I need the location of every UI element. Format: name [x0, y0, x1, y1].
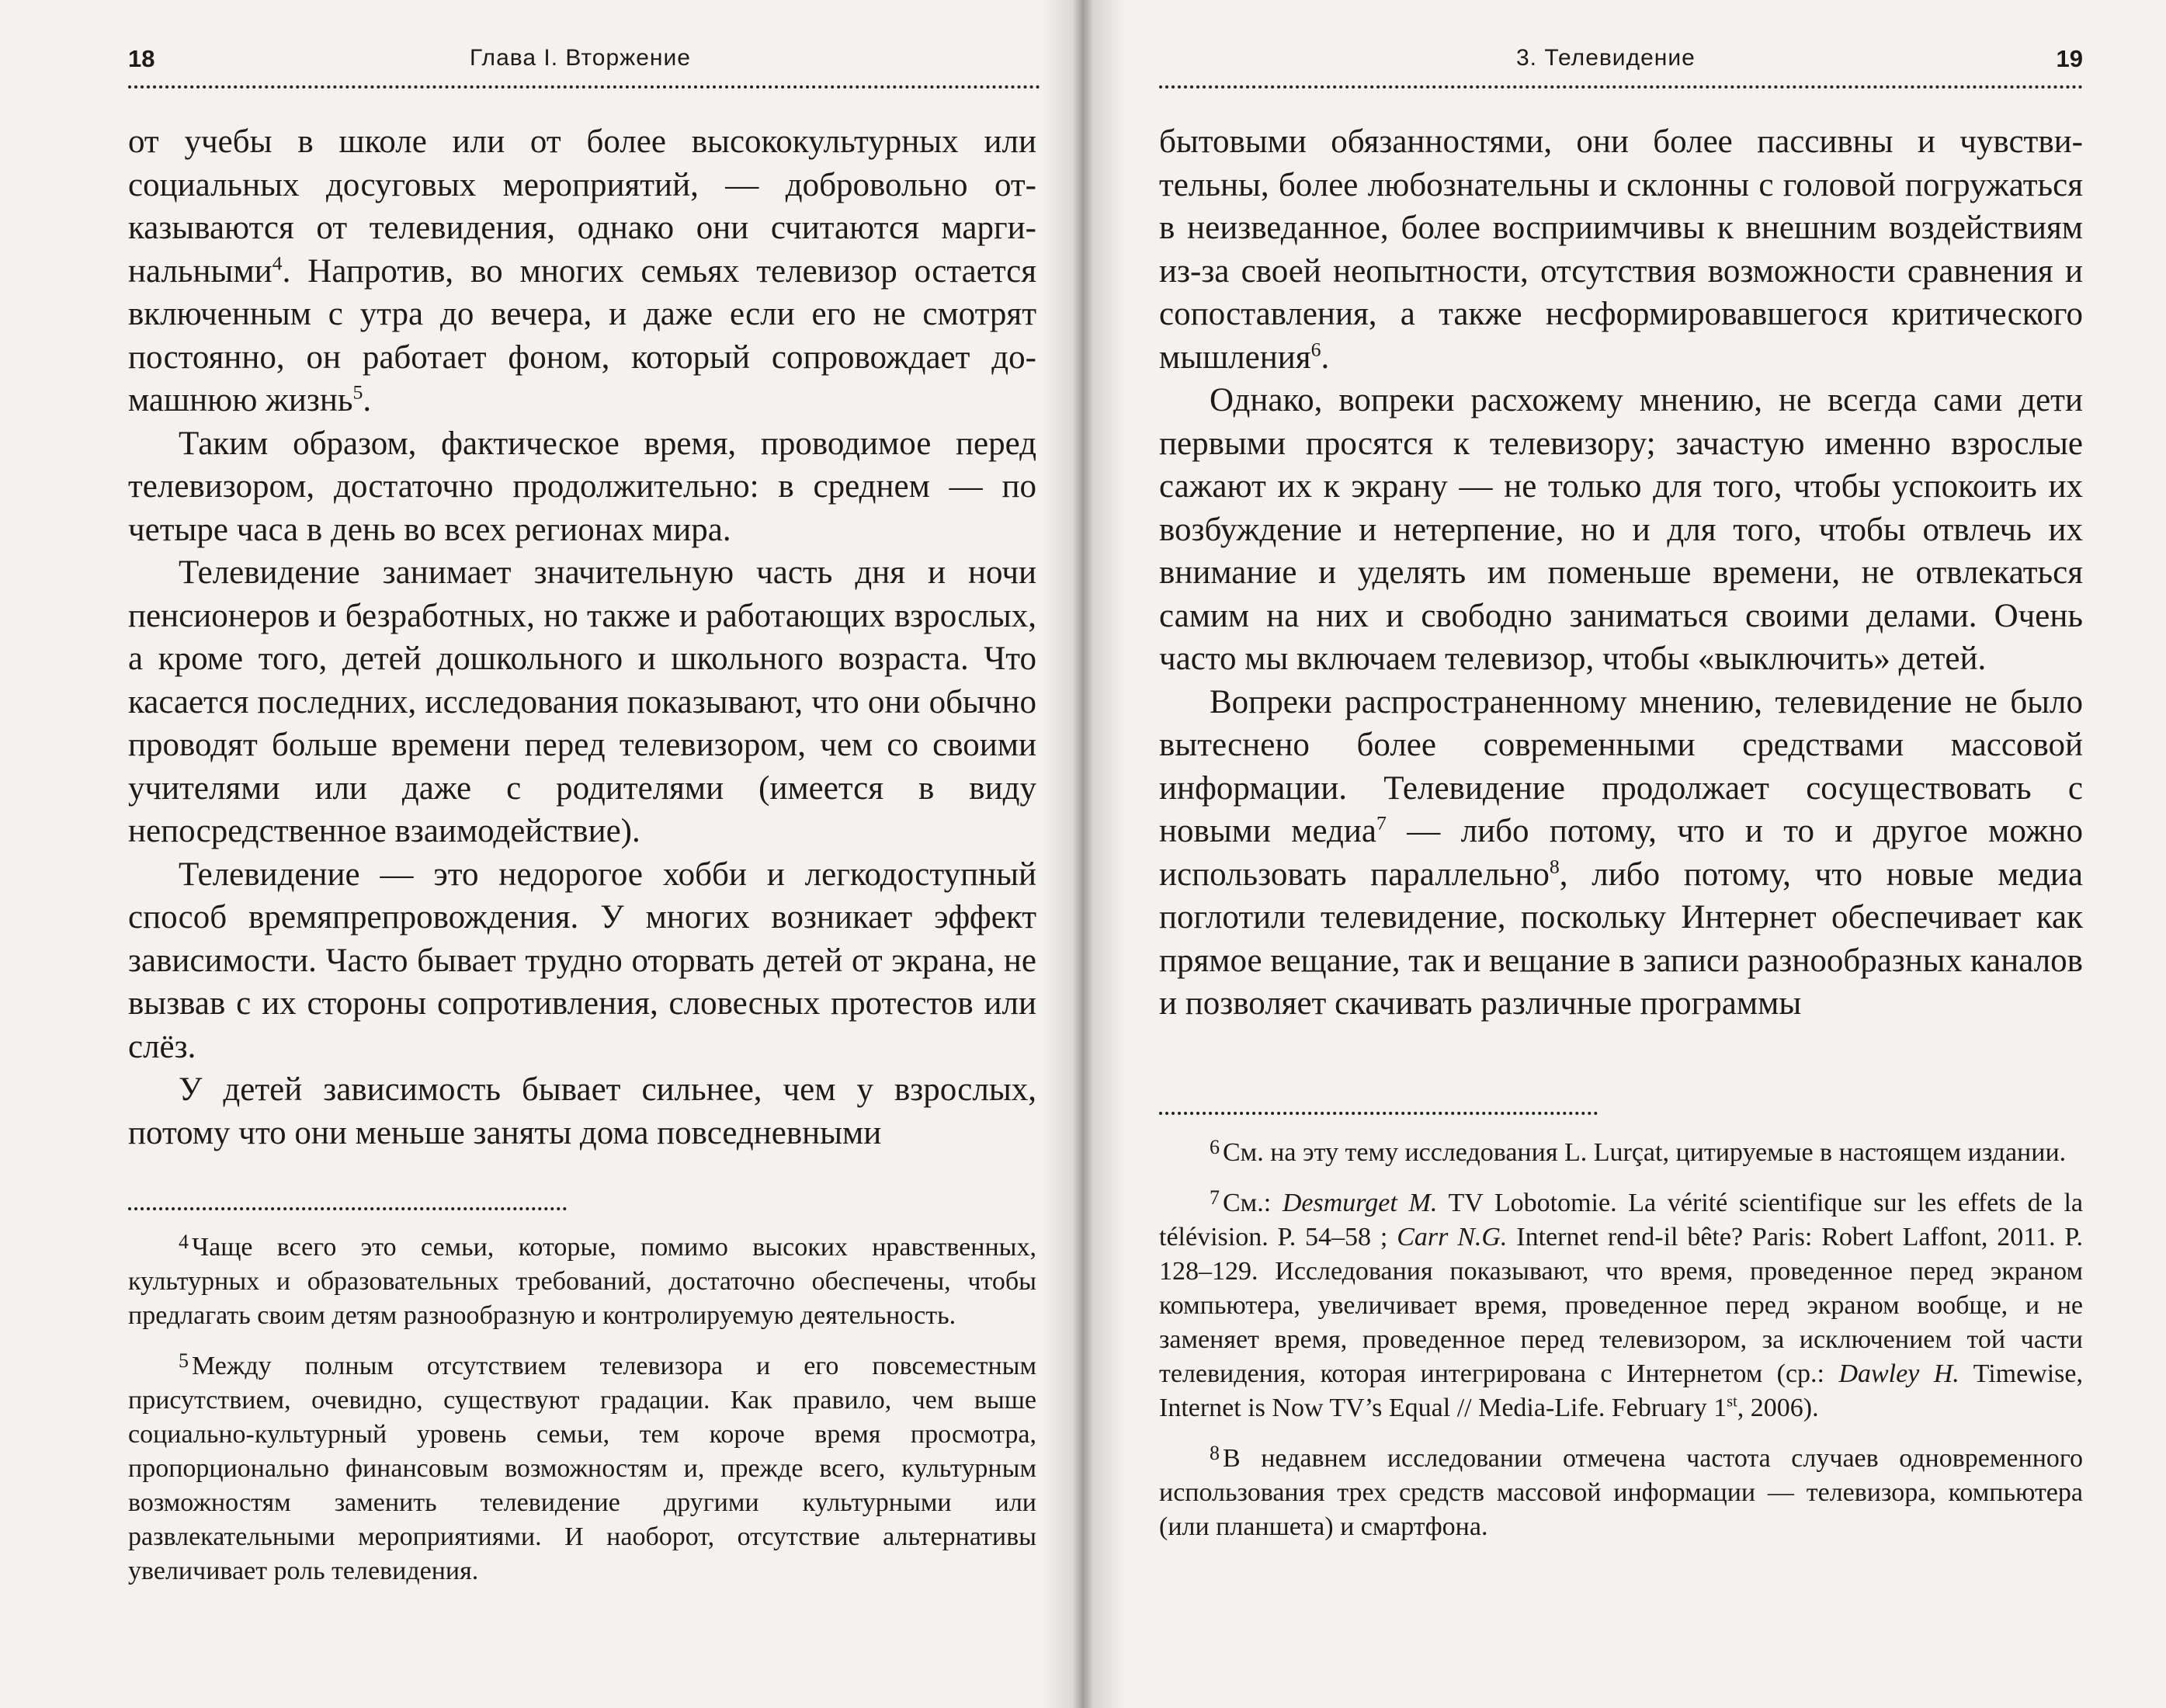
footnote — [1159, 1181, 2083, 1425]
footnote-number: 7 — [1210, 1186, 1220, 1209]
footnote-text: Чаще всего это семьи, которые, помимо высоких нравственных, культурных и образовательных требований, достаточно обеспечены, чтобы предлагать своим детям разнообразную и контролируемую деятельность. — [128, 1233, 1036, 1330]
footnote-ref: 7 — [1376, 811, 1387, 835]
author-name: Dawley H. — [1838, 1359, 1959, 1388]
paragraph: Таким образом, фактическое время, проводимое перед телевизором, достаточно продолжительно: в среднем — по четыре часа в день во всех регионах мира. — [128, 425, 1036, 548]
paragraph-text: Вопреки распространенному мнению, телевидение не было вытеснено более современными средствами массовой информации. Телевидение продолжает сосуществовать с новыми медиа — [1159, 683, 2083, 849]
paragraph-text: — либо потому, что и то и другое можно использовать параллельно — [1159, 813, 2083, 893]
paragraph-text: . — [1321, 338, 1330, 376]
author-name: Carr N.G. — [1397, 1223, 1508, 1251]
footnote-divider — [1159, 1112, 1598, 1115]
footnote — [128, 1344, 1036, 1588]
footnote-text: Между полным отсутствием телевизора и его повсеместным присутствием, очевидно, существуют градации. Как правило, чем выше социально-культурный уровень семьи, тем короче время просмотра, пропорционально финансовым возможностям и, прежде всего, культурным возможностям заменить телевидение другими культурными или развлекательными мероприятиями. И наоборот, отсутствие альтернативы увеличивает роль телевидения. — [128, 1352, 1036, 1585]
footnote — [1159, 1436, 2083, 1544]
footnote-number: 6 — [1210, 1136, 1220, 1158]
left-footnotes — [128, 1225, 1036, 1599]
header-dotted-rule — [128, 85, 1040, 89]
paragraph-text: . Напротив, во многих семьях телевизор остается включенным с утра до вечера, и даже если его не смотрят постоянно, он работает фоном, который сопровождает домашнюю жизнь — [128, 252, 1036, 418]
footnote-ref: 8 — [1549, 855, 1560, 878]
author-name: Desmurget M. — [1282, 1189, 1438, 1217]
page-number: 19 — [2056, 45, 2083, 72]
footnote-text: Internet rend-il bête? Paris: Robert Laffont, 2011. P. 128–129. Исследования показывают, что время, проведенное перед экраном компьютера, увеличивает время, проведенное перед экраном вообще, и не заменяет время, проведенное перед телевизором, за исключением той части телевидения, которая интегрирована с Интернетом (ср.: — [1159, 1223, 2084, 1388]
left-page-header — [128, 45, 1040, 92]
right-body-text — [1159, 120, 2083, 1026]
footnote-text: В недавнем исследовании отмечена частота случаев одновременного использования трех средств массовой информации — телевизора, компьютера (или планшета) и смартфона. — [1159, 1444, 2083, 1541]
paragraph: У детей зависимость бывает сильнее, чем у взрослых, потому что они меньше заняты дома повседневными — [128, 1071, 1036, 1151]
right-page — [1071, 0, 2166, 1708]
footnote — [1159, 1130, 2083, 1170]
left-body-text — [128, 120, 1036, 1154]
paragraph — [1159, 681, 2083, 1026]
footnote-ref: 4 — [272, 252, 283, 275]
footnote-number: 5 — [179, 1349, 189, 1372]
header-dotted-rule — [1159, 85, 2083, 89]
paragraph: Однако, вопреки расхожему мнению, не всегда сами дети первыми просятся к телевизору; зачастую именно взрослые сажают их к экрану — не только для того, чтобы успокоить их возбуждение и нетерпение, но и для того, чтобы отвлечь их внимание и уделять им поменьше времени, не отвлекаться самим на них и свободно заниматься своими делами. Очень часто мы включаем телевизор, чтобы «выключить» детей. — [1159, 382, 2083, 677]
running-title: 3. Телевидение — [1516, 45, 1696, 71]
right-footnotes — [1159, 1130, 2083, 1555]
footnote-text: См. на эту тему исследования L. Lurçat, цитируемые в настоящем издании. — [1223, 1138, 2067, 1167]
right-page-header — [1159, 45, 2083, 92]
footnote-text: TV Lobotomie. La vérité scientifique sur les effets de la télévision. P. 54–58 ; — [1159, 1189, 2084, 1251]
running-title: Глава I. Вторжение — [470, 45, 691, 71]
paragraph-text: , либо потому, что новые медиа поглотили телевидение, поскольку Интернет обеспечивает как прямое вещание, так и вещание в записи разнообразных каналов и позволяет скачивать различные программы — [1159, 856, 2083, 1022]
paragraph-text: бытовыми обязанностями, они более пассивны и чувствительны, более любознательны и склонны с головой погружаться в неизведанное, более восприимчивы к внешним воздействиям из-за своей неопытности, отсутствия возможности сравнения и сопоставления, а также несформировавшегося критического мышления — [1159, 123, 2083, 376]
footnote-text: Timewise, Internet is Now TV’s Equal // Media-Life. February 1 — [1159, 1359, 2083, 1422]
footnote-ref: 5 — [352, 380, 363, 404]
paragraph-text: . — [363, 382, 372, 418]
footnote-divider — [128, 1207, 567, 1210]
page-number: 18 — [128, 45, 155, 72]
paragraph — [128, 120, 1036, 422]
footnote-text: См.: — [1223, 1189, 1283, 1217]
paragraph: Телевидение занимает значительную часть дня и ночи пенсионеров и безработных, но также и работающих взрослых, а кроме того, детей дошкольного и школьного возраста. Что касается последних, исследования показывают, что они обычно проводят больше времени перед телевизором, чем со своими учителями или даже с родителями (имеется в виду непосредственное взаимодействие). — [128, 554, 1036, 849]
footnote-number: 8 — [1210, 1442, 1220, 1464]
footnote-ref: 6 — [1310, 338, 1321, 361]
paragraph — [1159, 120, 2083, 379]
footnote-text: , 2006). — [1737, 1394, 1819, 1422]
left-page — [0, 0, 1071, 1708]
paragraph: Телевидение — это недорогое хобби и легкодоступный способ времяпрепровождения. У многих возникает эффект зависимости. Часто бывает трудно оторвать детей от экрана, не вызвав с их стороны сопротивления, словесных протестов или слёз. — [128, 856, 1036, 1065]
ordinal-suffix: st — [1727, 1393, 1737, 1411]
footnote-number: 4 — [179, 1231, 189, 1253]
footnote — [128, 1225, 1036, 1333]
paragraph-text: от учебы в школе или от более высококультурных или социальных досуговых мероприятий, — добровольно отказываются от телевидения, однако они считаются маргинальными — [128, 123, 1036, 290]
